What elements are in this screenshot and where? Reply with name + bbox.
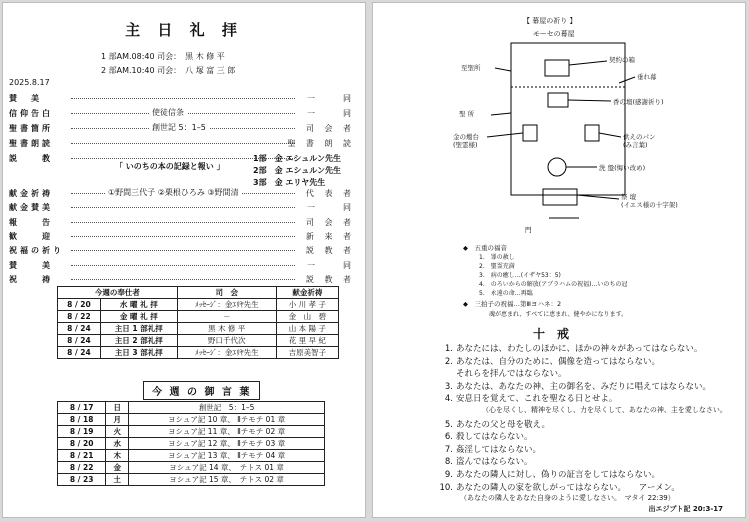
servers-cell: 8 / 24 <box>58 323 101 335</box>
words-cell: 8 / 19 <box>58 426 106 438</box>
commandment-number: 5. <box>444 419 453 430</box>
words-row <box>58 438 325 450</box>
order-label: 献金賛美 <box>9 203 53 213</box>
servers-cell: 8 / 20 <box>58 299 101 311</box>
words-row <box>58 450 325 462</box>
preacher-1: 1部 金 エシュルン先生 <box>253 154 341 163</box>
service-date: 2025.8.17 <box>9 78 50 87</box>
words-cell: 火 <box>106 426 129 438</box>
commandment-text: それらを拝んではならない。 <box>456 369 567 380</box>
service-1: 1 部AM.08:40 司会： 黒 木 修 平 <box>101 52 225 61</box>
commandment <box>439 430 533 442</box>
commandment <box>439 455 533 467</box>
label-veil: 垂れ幕 <box>637 73 657 81</box>
words-cell: 8 / 21 <box>58 450 106 462</box>
gospel-item: 3. 病の癒し…(イザヤ53：5) <box>479 272 561 279</box>
order-row <box>9 217 355 228</box>
commandment <box>439 481 680 493</box>
order-row <box>9 108 355 119</box>
label-laver: 洗 盤(悔い改め) <box>599 164 646 172</box>
order-role: 一 同 <box>307 109 355 118</box>
servers-cell: ﾒｯｾｰｼﾞ：金ｴﾘﾔ先生 <box>177 299 276 311</box>
words-cell: ヨシュア記 14 章、 テトス 01 章 <box>129 462 325 474</box>
commandment <box>439 367 567 379</box>
preachers <box>253 153 341 189</box>
servers-cell: 金 山 碧 <box>276 311 338 323</box>
gospel-list <box>479 253 627 298</box>
words-cell: 土 <box>106 474 129 486</box>
words-row <box>58 474 325 486</box>
order-label: 聖書箇所 <box>9 124 53 133</box>
order-role: 一 同 <box>307 260 355 270</box>
servers-row <box>58 347 339 359</box>
words-row <box>58 402 325 414</box>
words-cell: ヨシュア記 10 章、 Ⅱテモテ 01 章 <box>129 414 325 426</box>
order-row <box>9 123 355 134</box>
order-row <box>9 245 355 256</box>
order-label: 報 告 <box>9 217 53 227</box>
left-page <box>2 2 366 518</box>
order-label: 献金祈祷 <box>9 189 53 198</box>
commandment <box>439 355 660 367</box>
gospel-item: 5. 永遠の命…再臨 <box>479 290 533 297</box>
commandment-number: 7. <box>444 444 453 455</box>
words-cell: 8 / 17 <box>58 402 106 414</box>
words-cell: ヨシュア記 12 章、 Ⅱテモテ 03 章 <box>129 438 325 450</box>
order-detail: 使徒信条 <box>149 107 187 118</box>
commandment-number: 2. <box>444 356 453 367</box>
commandment-text: あなたには、わたしのほかに、ほかの神々があってはならない。 <box>456 344 703 354</box>
order-detail: ①野間三代子 ②栗根ひろみ ③野間清 <box>105 187 242 198</box>
prayer-line-text: 三拍子の祝福…第Ⅲヨハネ：2 <box>474 300 562 308</box>
servers-row <box>58 311 339 323</box>
commandment-text: あなたの父と母を敬え。 <box>456 419 551 430</box>
commandment-text: 盗んではならない。 <box>456 457 533 468</box>
words-row <box>58 462 325 474</box>
servers-cell: 主日 1 部礼拝 <box>100 323 177 335</box>
servers-table <box>57 286 339 359</box>
order-row <box>9 231 355 242</box>
gospel-item: 2. 聖霊充満 <box>479 263 515 270</box>
label-holy: 聖 所 <box>459 110 475 118</box>
order-dots <box>71 265 295 266</box>
tabernacle-section-title: 【 幕屋の祈り 】 <box>523 17 577 25</box>
order-label: 説 教 <box>9 154 53 163</box>
servers-cell: 金 曜 礼 拝 <box>100 311 177 323</box>
order-role: 司 会 者 <box>305 124 355 133</box>
words-cell: 日 <box>106 402 129 414</box>
servers-cell: 花 里 早 紀 <box>276 335 338 347</box>
order-dots <box>71 236 295 237</box>
servers-cell: 水 曜 礼 拝 <box>100 299 177 311</box>
servers-cell: 主日 2 部礼拝 <box>100 335 177 347</box>
preacher-2: 2部 金 エシュルン先生 <box>253 166 341 175</box>
order-label: 祝福の祈り <box>9 246 64 256</box>
order-dots <box>71 222 295 223</box>
commandment <box>439 418 550 430</box>
order-row <box>9 188 355 199</box>
order-dots <box>71 98 295 99</box>
gospel-title-text: 五重の福音 <box>474 244 507 252</box>
order-role: 一 同 <box>307 94 355 103</box>
service-2: 2 部AM.10:40 司会： 八 塚 富 三 郎 <box>101 66 236 75</box>
label-gate: 門 <box>525 226 532 234</box>
commandment <box>439 392 617 404</box>
commandment-text: （心を尽くし、精神を尽くし、力を尽くして、あなたの神、主を愛しなさい。 <box>482 406 727 414</box>
diagram-title: モーセの幕屋 <box>533 30 575 38</box>
words-cell: ヨシュア記 13 章、 Ⅱテモテ 04 章 <box>129 450 325 462</box>
order-role: 司 会 者 <box>305 217 355 227</box>
servers-cell: 吉原美智子 <box>276 347 338 359</box>
order-label: 信仰告白 <box>9 109 53 118</box>
commandment-number: 10. <box>439 482 453 493</box>
right-page <box>372 2 746 518</box>
order-label: 聖書朗読 <box>9 139 53 148</box>
label-altar: 祭 壇 (イエス様の十字架) <box>621 193 678 209</box>
words-cell: 木 <box>106 450 129 462</box>
commandment-text: あなたは、自分のために、偶像を造ってはならない。 <box>456 356 661 367</box>
commandment <box>439 468 660 480</box>
label-bread: 供えのパン (み言葉) <box>623 133 656 149</box>
servers-header-role: 今週の奉仕者 <box>58 287 178 299</box>
commandment-number: 1. <box>444 344 453 354</box>
order-dots <box>71 207 295 208</box>
servers-cell: 山 本 陽 子 <box>276 323 338 335</box>
sermon-title: 「 いのちの本の記録と報い 」 <box>115 162 225 171</box>
commandments-source: 出エジプト記 20:3-17 <box>648 505 723 513</box>
commandment-number: 3. <box>444 381 453 392</box>
word-title: 今 週 の 御 言 葉 <box>143 381 260 400</box>
commandment-text: 安息日を覚えて、これを聖なる日とせよ。 <box>456 394 618 405</box>
words-row <box>58 426 325 438</box>
commandment-text: 殺してはならない。 <box>456 432 533 443</box>
servers-cell: ﾒｯｾｰｼﾞ：金ｴﾘﾔ先生 <box>177 347 276 359</box>
order-label: 歓 迎 <box>9 231 53 241</box>
tabernacle-diagram <box>373 3 747 243</box>
words-cell: 8 / 22 <box>58 462 106 474</box>
commandment-number: 8. <box>444 457 453 468</box>
label-incense: 香の壇(感謝祈り) <box>613 98 664 106</box>
servers-row <box>58 323 339 335</box>
order-row <box>9 260 355 271</box>
commandment-text: 姦淫してはならない。 <box>456 444 542 455</box>
order-row <box>9 93 355 104</box>
servers-row <box>58 335 339 347</box>
order-role: 代 表 者 <box>305 189 355 198</box>
commandment <box>479 405 727 415</box>
prayer-line: ◆ 三拍子の祝福…第Ⅲヨハネ：2 <box>463 300 562 308</box>
prayer-line-2: 魂が恵まれ、すべてに恵まれ、健やかになります。 <box>489 311 628 318</box>
commandment-text: あなたの隣人に対し、偽りの証言をしてはならない。 <box>456 470 661 480</box>
servers-cell: 小 川 孝 子 <box>276 299 338 311</box>
commandment-number: 9. <box>444 470 453 480</box>
servers-header-mc: 司 会 <box>177 287 276 299</box>
commandment <box>457 493 675 503</box>
label-ark: 契約の箱 <box>609 56 635 64</box>
gospel-item: 4. のろいからの解放(アブラハムの祝福)…いのちの冠 <box>479 281 628 288</box>
words-cell: 創世記 5：1–5 <box>129 402 325 414</box>
servers-cell: 主日 3 部礼拝 <box>100 347 177 359</box>
words-cell: ヨシュア記 15 章、 テトス 02 章 <box>129 474 325 486</box>
commandment-text: あなたの隣人の家を欲しがってはならない。 アーメン。 <box>456 482 680 493</box>
servers-cell: 8 / 24 <box>58 335 101 347</box>
servers-header-prayer: 献金祈祷 <box>276 287 338 299</box>
servers-cell: 8 / 24 <box>58 347 101 359</box>
words-table <box>57 401 325 486</box>
servers-cell: － <box>177 311 276 323</box>
servers-row <box>58 299 339 311</box>
order-detail: 創世記 5：1–5 <box>149 122 209 133</box>
gospel-item: 1. 罪の赦し <box>479 254 515 261</box>
words-cell: 水 <box>106 438 129 450</box>
commandments-title: 十 戒 <box>533 327 570 341</box>
commandment-text: （あなたの隣人をあなた自身のように愛しなさい。 マタイ 22:39） <box>460 494 675 503</box>
commandment <box>439 380 711 392</box>
order-row <box>9 274 355 285</box>
label-lamp: 金の燭台 (聖霊様) <box>453 133 479 149</box>
order-role: 説 教 者 <box>305 274 355 284</box>
gospel-title: ◆ 五重の福音 <box>463 244 507 252</box>
servers-cell: 野口千代次 <box>177 335 276 347</box>
order-dots <box>71 143 295 144</box>
order-role: 説 教 者 <box>305 246 355 256</box>
servers-cell: 8 / 22 <box>58 311 101 323</box>
commandment-text: あなたは、あなたの神、主の御名を、みだりに唱えてはならない。 <box>456 381 712 392</box>
words-cell: 8 / 23 <box>58 474 106 486</box>
order-label: 賛 美 <box>9 94 42 103</box>
order-dots <box>71 250 295 251</box>
order-dots <box>71 279 295 280</box>
commandment-number: 6. <box>444 432 453 443</box>
commandment <box>439 342 702 354</box>
commandment <box>439 443 541 455</box>
words-cell: ヨシュア記 11 章、 Ⅱテモテ 02 章 <box>129 426 325 438</box>
words-cell: 金 <box>106 462 129 474</box>
servers-cell: 黒 木 修 平 <box>177 323 276 335</box>
order-label: 賛 美 <box>9 260 53 270</box>
preacher-3: 3部 金 エリヤ先生 <box>253 178 326 187</box>
words-cell: 8 / 18 <box>58 414 106 426</box>
order-label: 祝 祷 <box>9 274 53 284</box>
words-cell: 8 / 20 <box>58 438 106 450</box>
order-role: 一 同 <box>307 203 355 213</box>
order-row <box>9 202 355 213</box>
label-holiest: 至聖所 <box>461 64 481 72</box>
words-cell: 月 <box>106 414 129 426</box>
order-row <box>9 138 355 149</box>
order-role: 新 来 者 <box>305 231 355 241</box>
order-role: 聖 書 朗 読 <box>287 139 355 148</box>
commandment-number: 4. <box>444 394 453 405</box>
words-row <box>58 414 325 426</box>
worship-title: 主 日 礼 拝 <box>125 21 243 39</box>
